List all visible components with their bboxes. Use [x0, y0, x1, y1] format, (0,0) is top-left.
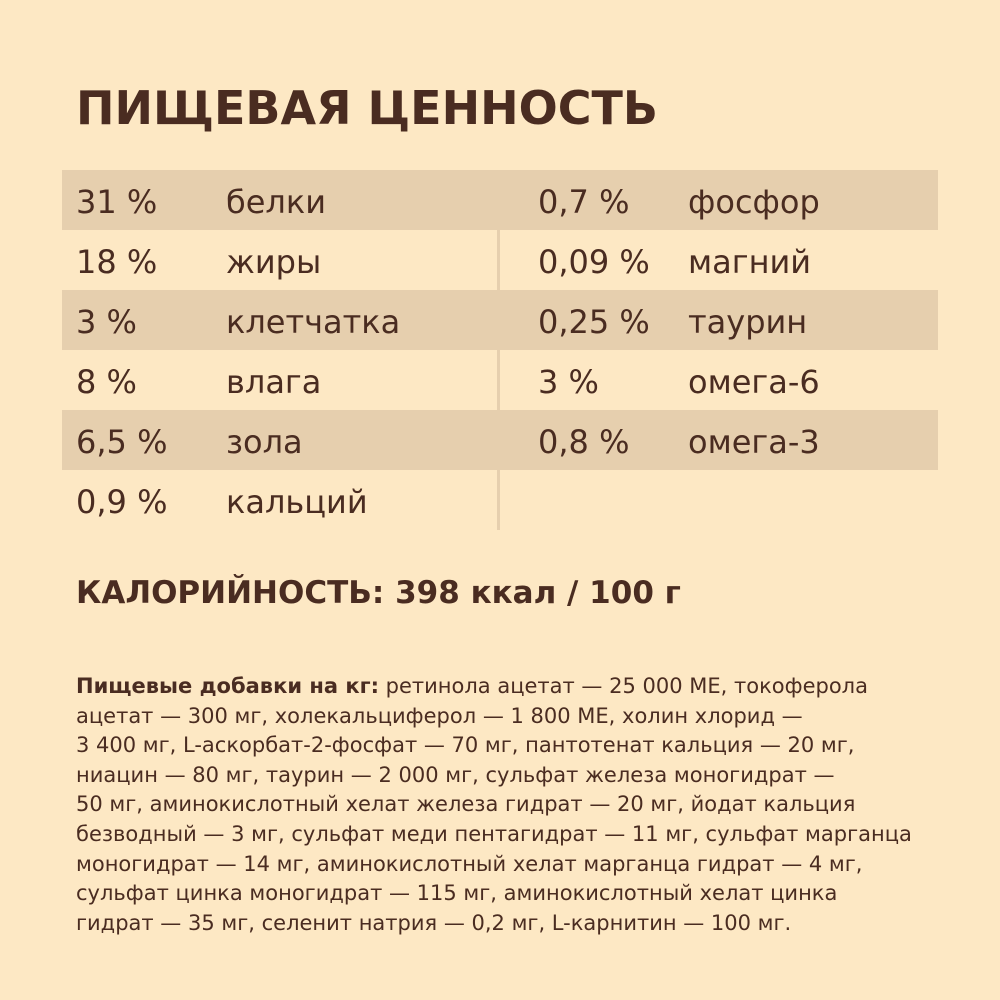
- nutrient-name: влага: [226, 363, 322, 401]
- nutrient-value: 0,09 %: [538, 243, 650, 281]
- table-row: [62, 230, 938, 290]
- additives-line: моногидрат — 14 мг, аминокислотный хелат марганца гидрат — 4 мг,: [76, 851, 863, 876]
- nutrient-value: 0,8 %: [538, 423, 630, 461]
- nutrient-name: магний: [688, 243, 812, 281]
- additives-line: [76, 672, 946, 702]
- additives-line: гидрат — 35 мг, селенит натрия — 0,2 мг, L-карнитин — 100 мг.: [76, 910, 792, 935]
- table-row: [62, 410, 938, 470]
- table-row: [62, 170, 938, 230]
- additives-line: 50 мг, аминокислотный хелат железа гидрат — 20 мг, йодат кальция: [76, 792, 856, 817]
- nutrient-name: жиры: [226, 243, 322, 281]
- nutrient-value: 0,9 %: [76, 483, 168, 521]
- nutrient-name: белки: [226, 183, 326, 221]
- additives-label: Пищевые добавки на кг:: [76, 674, 379, 698]
- nutrient-value: 0,7 %: [538, 183, 630, 221]
- calories-value: 398 ккал / 100 г: [395, 575, 681, 611]
- calories-label: КАЛОРИЙНОСТЬ:: [76, 575, 385, 611]
- nutrient-name: кальций: [226, 483, 368, 521]
- additives-line: сульфат цинка моногидрат — 115 мг, аминокислотный хелат цинка: [76, 881, 838, 906]
- nutrient-value: 3 %: [76, 303, 137, 341]
- nutrient-name: омега-3: [688, 423, 820, 461]
- nutrient-value: 6,5 %: [76, 423, 168, 461]
- nutrient-name: омега-6: [688, 363, 820, 401]
- nutrient-value: 0,25 %: [538, 303, 650, 341]
- column-divider: [497, 170, 500, 530]
- additives-line: безводный — 3 мг, сульфат меди пентагидрат — 11 мг, сульфат марганца: [76, 821, 912, 846]
- page-title: ПИЩЕВАЯ ЦЕННОСТЬ: [76, 81, 658, 135]
- nutrient-value: 18 %: [76, 243, 158, 281]
- nutrient-value: 3 %: [538, 363, 599, 401]
- calories: [76, 565, 681, 621]
- table-row: [62, 350, 938, 410]
- nutrient-name: зола: [226, 423, 303, 461]
- additives-line: ниацин — 80 мг, таурин — 2 000 мг, сульфат железа моногидрат —: [76, 762, 835, 787]
- table-row: [62, 290, 938, 350]
- table-row: [62, 470, 938, 530]
- nutrient-name: фосфор: [688, 183, 820, 221]
- nutrition-table: [62, 170, 938, 530]
- nutrient-value: 8 %: [76, 363, 137, 401]
- nutrient-value: 31 %: [76, 183, 158, 221]
- additives-text: [76, 672, 946, 938]
- additives-line: ацетат — 300 мг, холекальциферол — 1 800 МЕ, холин хлорид —: [76, 703, 803, 728]
- nutrient-name: клетчатка: [226, 303, 401, 341]
- nutrient-name: таурин: [688, 303, 808, 341]
- additives-line: 3 400 мг, L-аскорбат-2-фосфат — 70 мг, пантотенат кальция — 20 мг,: [76, 733, 855, 758]
- additives-line-text: ретинола ацетат — 25 000 МЕ, токоферола: [378, 674, 868, 698]
